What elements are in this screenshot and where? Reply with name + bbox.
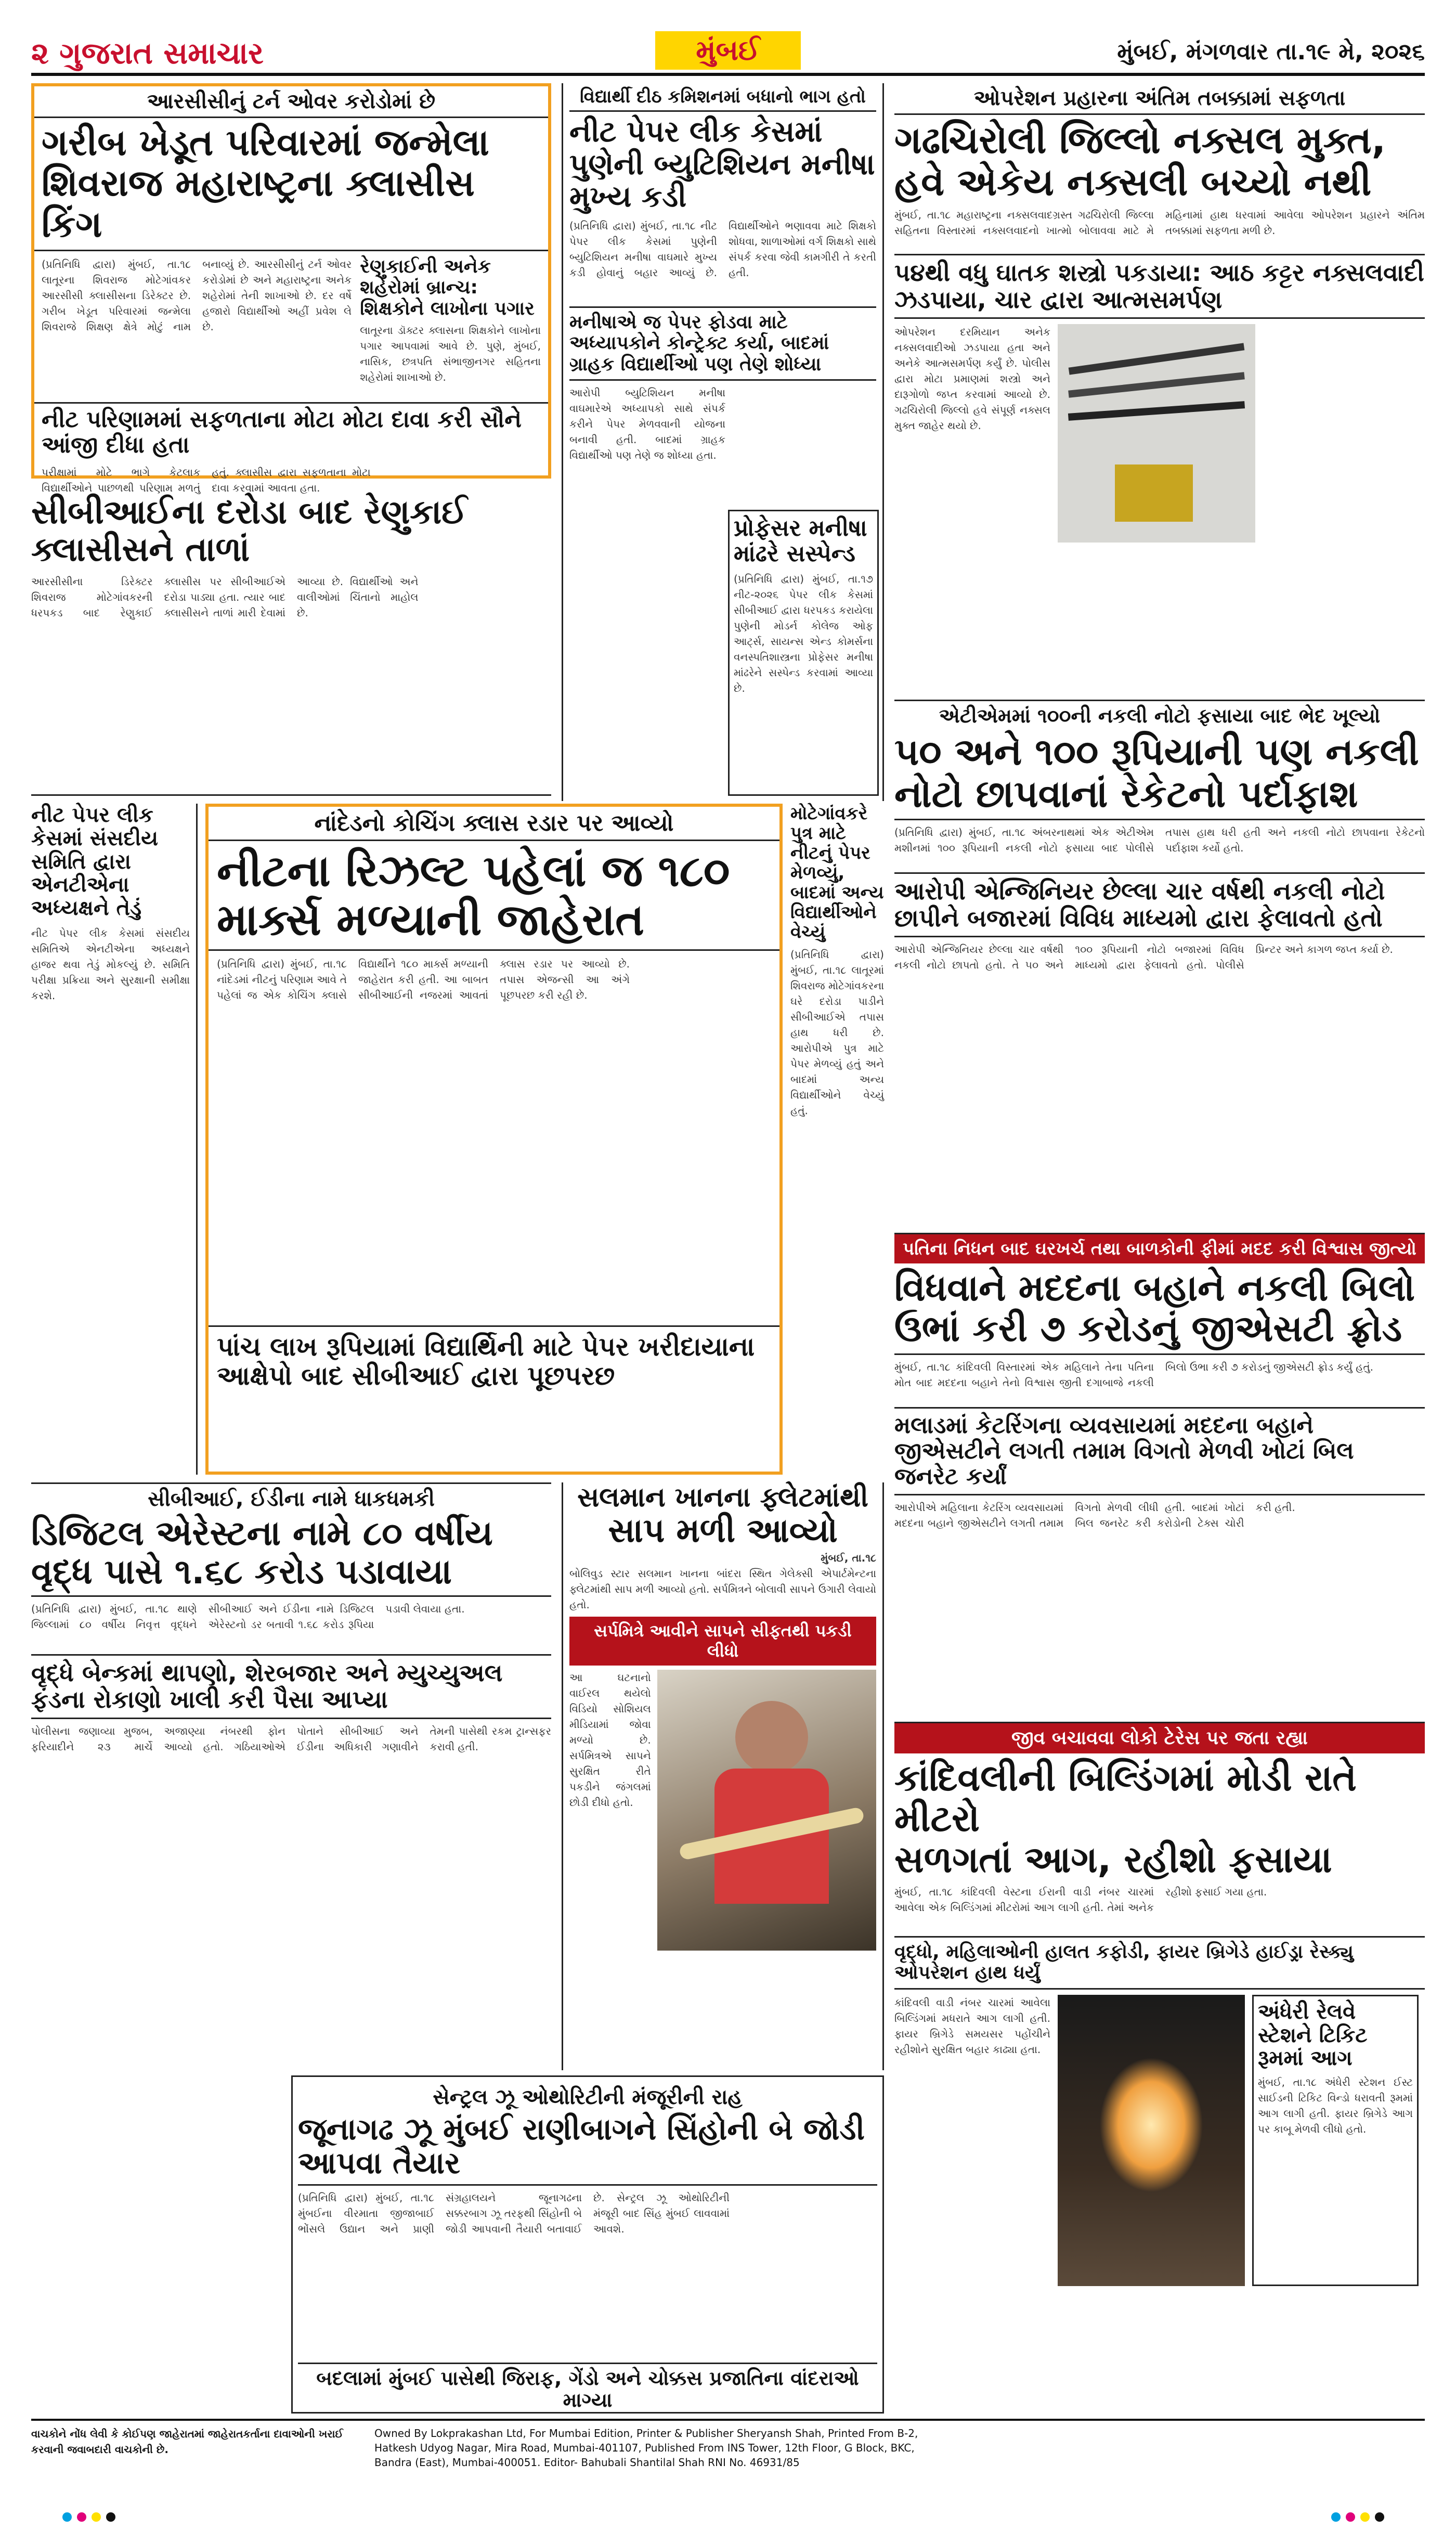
son-headline: મોટેગાંવકરે પુત્ર માટે નીટનું પેપર મેળવ્યું, બાદમાં અન્ય વિદ્યાર્થીઓને વેચ્યું	[790, 803, 884, 943]
renukai-story	[31, 489, 551, 796]
andheri-headline: અંધેરી રેલવે સ્ટેશને ટિકિટ રૂમમાં આગ	[1258, 1999, 1368, 2071]
seized-weapons-photo	[1058, 324, 1255, 543]
black-dot	[106, 2512, 115, 2522]
junagadh-body: (પ્રતિનિધિ દ્વારા) મુંબઈ, તા.૧૮ મુંબઈના વીરમાતા જીજાબાઈ ભોંસલે ઉદ્યાન અને પ્રાણી સંગ્રહાલયને જૂનાગઢના સક્કરબાગ ઝૂ તરફથી સિંહોની બે જોડી આપવાની તૈયારી બતાવાઈ છે. સેન્ટ્રલ ઝૂ ઓથોરિટીની મંજૂરી બાદ સિંહ મુંબઈ લાવવામાં આવશે.	[298, 2191, 730, 2235]
cbi-sub-head: વૃદ્ધે બેન્કમાં થાપણો, શેરબજાર અને મ્યુચ્યુઅલ ફંડના રોકાણો ખાલી કરી પૈસા આપ્યા	[31, 1654, 551, 1719]
footer-note: વાચકોને નોંધ લેવી કે કોઈપણ જાહેરાતમાં જાહેરાતકર્તાના દાવાઓની ખરાઈ કરવાની જવાબદારી વાચકોની છે.	[31, 2428, 343, 2456]
notes-headline-1: ૫૦ અને ૧૦૦ રૂપિયાની પણ નકલી	[894, 730, 1419, 773]
gadchiroli-headline-2: હવે એકેય નક્સલી બચ્યો નથી	[894, 160, 1372, 204]
professor-headline: પ્રોફેસર મનીષા માંઢરે સસ્પેન્ડ	[734, 515, 867, 567]
beautician-kicker: વિદ્યાર્થી દીઠ કમિશનમાં બધાનો ભાગ હતો	[569, 83, 876, 112]
gadchiroli-body: ઓપરેશન દરમિયાન અનેક નક્સલવાદીઓ ઝડપાયા હતા અને અનેકે આત્મસમર્પણ કર્યું છે. પોલીસ દ્વારા મોટા પ્રમાણમાં શસ્ત્રો અને દારૂગોળો જપ્ત કરવામાં આવ્યો છે. ગઢચિરોલી જિલ્લો હવે સંપૂર્ણ નક્સલ મુક્ત જાહેર થયો છે.	[894, 326, 1050, 432]
cbi-kicker: સીબીઆઈ, ઈડીના નામે ધાકધમકી	[148, 1487, 435, 1511]
nanded-headline-2: માર્ક્સ મળ્યાની જાહેરાત	[209, 895, 779, 951]
fire-headline-1: કાંદિવલીની બિલ્ડિંગમાં મોડી રાતે મીટરો	[894, 1757, 1357, 1840]
gadchiroli-sub-head: ૫૪થી વધુ ઘાતક શસ્ત્રો પકડાયા: આઠ કટ્ટર નક્સલવાદી ઝડપાયા, ચાર દ્વારા આત્મસમર્પણ	[894, 254, 1425, 319]
cbi-sub-body: પોલીસના જણાવ્યા મુજબ, ફરિયાદીને ૨૩ માર્ચે અજાણ્યા નંબરથી ફોન આવ્યો હતો. ગઠિયાઓએ પોતાને સીબીઆઈ અને ઈડીના અધિકારી ગણાવીને તેમની પાસેથી રકમ ટ્રાન્સફર કરાવી હતી.	[31, 1724, 551, 1753]
rcc-headline-2: શિવરાજ મહારાષ્ટ્રના ક્લાસીસ કિંગ	[34, 163, 548, 251]
registration-dots-right	[1331, 2512, 1389, 2523]
rcc-body: (પ્રતિનિધિ દ્વારા) મુંબઈ, તા.૧૮ લાતૂરના શિવરાજ મોટેગાંવકર આરસીસી ક્લાસીસના ડિરેક્ટર છે. ગરીબ ખેડૂત પરિવારમાં જન્મેલા શિવરાજે શિક્ષણ ક્ષેત્રે મોટું નામ બનાવ્યું છે. આરસીસીનું ટર્ન ઓવર કરોડોમાં છે અને મહારાષ્ટ્રના અનેક શહેરોમાં તેની શાખાઓ છે. દર વર્ષે હજારો વિદ્યાર્થીઓ અહીં પ્રવેશ લે છે.	[42, 258, 352, 333]
gadchiroli-kicker: ઓપરેશન પ્રહારના અંતિમ તબક્કામાં સફળતા	[894, 83, 1425, 115]
magenta-dot	[1346, 2512, 1355, 2522]
rcc-sidebar-head: રેણુકાઈની અનેક શહેરોમાં બ્રાન્ચ: શિક્ષકોને લાખોના પગાર	[360, 256, 535, 319]
nanded-body: (પ્રતિનિધિ દ્વારા) મુંબઈ, તા.૧૮ નાંદેડમાં નીટનું પરિણામ આવે તે પહેલાં જ એક કોચિંગ ક્લાસે વિદ્યાર્થીને ૧૮૦ માર્ક્સ મળ્યાની જાહેરાત કરી હતી. આ બાબત સીબીઆઈની નજરમાં આવતાં ક્લાસ રડાર પર આવ્યો છે. તપાસ એજન્સી આ અંગે પૂછપરછ કરી રહી છે.	[217, 958, 630, 1002]
fire-body: કાંદિવલી વાડી નંબર ચારમાં આવેલા બિલ્ડિંગમાં મધરાતે આગ લાગી હતી. ફાયર બ્રિગેડે સમયસર પહોંચીને રહીશોને સુરક્ષિત બહાર કાઢ્યા હતા.	[894, 1996, 1050, 2056]
son-story	[790, 804, 884, 1475]
cbi-headline-2: વૃદ્ધ પાસે ૧.૬૮ કરોડ પડાવાયા	[31, 1553, 551, 1597]
junagadh-band: બદલામાં મુંબઈ પાસેથી જિરાફ, ગેંડો અને ચોક્કસ પ્રજાતિના વાંદરાઓ માગ્યા	[298, 2363, 877, 2411]
salman-story	[562, 1482, 884, 2070]
gadchiroli-lede: મુંબઈ, તા.૧૮ મહારાષ્ટ્રના નક્સલવાદગ્રસ્ત ગઢચિરોલી જિલ્લા સહિતના વિસ્તારમાં નક્સલવાદનો ખાત્મો બોલાવવા માટે મે મહિનામાં હાથ ધરવામાં આવેલા ઓપરેશન પ્રહારને અંતિમ તબક્કામાં સફળતા મળી છે.	[894, 209, 1425, 237]
salman-snake-photo	[657, 1670, 876, 1951]
rcc-sub-head: નીટ પરિણામમાં સફળતાના મોટા મોટા દાવા કરી સૌને આંજી દીધા હતા	[34, 402, 548, 461]
renukai-body: આરસીસીના ડિરેક્ટર શિવરાજ મોટેગાંવકરની ધરપકડ બાદ રેણુકાઈ ક્લાસીસ પર સીબીઆઈએ દરોડા પાડ્યા હતા. ત્યાર બાદ ક્લાસીસને તાળાં મારી દેવામાં આવ્યા છે. વિદ્યાર્થીઓ અને વાલીઓમાં ચિંતાનો માહોલ છે.	[31, 575, 419, 620]
renukai-headline: સીબીઆઈના દરોડા બાદ રેણુકાઈ ક્લાસીસને તાળાં	[31, 493, 467, 569]
footer	[31, 2419, 1425, 2497]
cyan-dot	[62, 2512, 72, 2522]
fire-band: વૃદ્ધો, મહિલાઓની હાલત કફોડી, ફાયર બ્રિગેડે હાઈડ્રા રેસ્ક્યુ ઓપરેશન હાથ ધર્યું	[894, 1936, 1425, 1990]
fire-story	[894, 1722, 1425, 2414]
rcc-kicker: આરસીસીનું ટર્ન ઓવર કરોડોમાં છે	[34, 86, 548, 118]
widow-body: આરોપીએ મહિલાના કેટરિંગ વ્યવસાયમાં મદદના બહાને જીએસટીને લગતી તમામ વિગતો મેળવી લીધી હતી. બાદમાં ખોટાં બિલ જનરેટ કરી કરોડોની ટેક્સ ચોરી કરી હતી.	[894, 1501, 1295, 1529]
notes-sub-head: આરોપી એન્જિનિયર છેલ્લા ચાર વર્ષથી નકલી નોટો છાપીને બજારમાં વિવિધ માધ્યમો દ્વારા ફેલાવતો હતો	[894, 872, 1425, 937]
fire-lede: મુંબઈ, તા.૧૮ કાંદિવલી વેસ્ટના ઈરાની વાડી નંબર ચારમાં આવેલા એક બિલ્ડિંગમાં મીટરોમાં આગ લાગી હતી. તેમાં અનેક રહીશો ફસાઈ ગયા હતા.	[894, 1886, 1267, 1914]
rcc-sub-body: પરીક્ષામાં મોટે ભાગે કેટલાક વિદ્યાર્થીઓને પાછળથી પરિણામ મળતું હતું. ક્લાસીસ દ્વારા સફળતાના મોટા દાવા કરવામાં આવતા હતા.	[42, 466, 371, 494]
beautician-sub-head: મનીષાએ જ પેપર ફોડવા માટે અધ્યાપકોને કોન્ટ્રેક્ટ કર્યા, બાદમાં ગ્રાહક વિદ્યાર્થીઓ પણ તેણે શોધ્યા	[569, 306, 876, 381]
rcc-story	[31, 83, 551, 494]
masthead-rule	[31, 73, 1425, 76]
fire-headline-2: સળગતાં આગ, રહીશો ફસાયા	[894, 1838, 1332, 1881]
junagadh-headline: જૂનાગઢ ઝૂ મુંબઈ રાણીબાગને સિંહોની બે જોડી આપવા તૈયાર	[298, 2112, 877, 2186]
cbi-story	[31, 1482, 551, 2070]
gadchiroli-body-2	[1263, 324, 1419, 543]
section-label: મુંબઈ	[655, 31, 801, 70]
rcc-headline-1: ગરીબ ખેડૂત પરિવારમાં જન્મેલા	[42, 121, 489, 164]
fire-photo	[1058, 1995, 1245, 2286]
yellow-dot	[1360, 2512, 1370, 2522]
widow-headline-1: વિધવાને મદદના બહાને નકલી બિલો	[894, 1267, 1415, 1309]
rcc-sidebar-body: લાતૂરના ડૉક્ટર ક્લાસના શિક્ષકોને લાખોના પગાર આપવામાં આવે છે. પુણે, મુંબઈ, નાસિક, છત્રપતિ સંભાજીનગર સહિતના શહેરોમાં શાખાઓ છે.	[360, 324, 541, 384]
parliament-body: નીટ પેપર લીક કેસમાં સંસદીય સમિતિએ એનટીએના અધ્યક્ષને હાજર થવા તેડું મોકલ્યું છે. સમિતિ પરીક્ષા પ્રક્રિયા અને સુરક્ષાની સમીક્ષા કરશે.	[31, 926, 190, 1002]
beautician-body: (પ્રતિનિધિ દ્વારા) મુંબઈ, તા.૧૮ નીટ પેપર લીક કેસમાં પુણેની બ્યુટિશિયન મનીષા વાઘમારે મુખ્ય કડી હોવાનું બહાર આવ્યું છે. વિદ્યાર્થીઓને ભણાવવા માટે શિક્ષકો શોધવા, શાળાઓમાં વર્ગ શિક્ષકો સાથે સંપર્ક કરવા જેવી કામગીરી તે કરતી હતી.	[569, 220, 876, 279]
notes-kicker: એટીએમમાં ૧૦૦ની નકલી નોટો ફસાયા બાદ ભેદ ખૂલ્યો	[939, 704, 1381, 727]
widow-sub-head: મલાડમાં કેટરિંગના વ્યવસાયમાં મદદના બહાને જીએસટીને લગતી તમામ વિગતો મેળવી ખોટાં બિલ જનરેટ કર્યાં	[894, 1407, 1425, 1495]
notes-headline-2: નોટો છાપવાનાં રેકેટનો પર્દાફાશ	[894, 773, 1425, 821]
nanded-band: પાંચ લાખ રૂપિયામાં વિદ્યાર્થિની માટે પેપર ખરીદાયાના આક્ષેપો બાદ સીબીઆઈ દ્વારા પૂછપરછ	[209, 1325, 779, 1396]
nanded-headline-1: નીટના રિઝલ્ટ પહેલાં જ ૧૮૦	[217, 845, 730, 896]
cbi-headline-1: ડિજિટલ એરેસ્ટના નામે ૮૦ વર્ષીય	[31, 1513, 493, 1553]
beautician-headline: નીટ પેપર લીક કેસમાં પુણેની બ્યુટિશિયન મનીષા મુખ્ય કડી	[569, 115, 875, 214]
salman-kicker: સલમાન ખાનના ફ્લેટમાંથી	[577, 1482, 868, 1513]
professor-body: (પ્રતિનિધિ દ્વારા) મુંબઈ, તા.૧૭ નીટ-૨૦૨૬ પેપર લીક કેસમાં સીબીઆઈ દ્વારા ધરપકડ કરાયેલા પુણેની મોડર્ન કોલેજ ઓફ આર્ટ્સ, સાયન્સ એન્ડ કોમર્સના વનસ્પતિશાસ્ત્રના પ્રોફેસર મનીષા માંઢરેને સસ્પેન્ડ કરવામાં આવ્યા છે.	[734, 572, 873, 694]
yellow-dot	[92, 2512, 101, 2522]
salman-dateline: મુંબઈ, તા.૧૮	[821, 1551, 876, 1564]
gadchiroli-headline-1: ગઢચિરોલી જિલ્લો નક્સલ મુક્ત,	[894, 118, 1386, 162]
son-body: (પ્રતિનિધિ દ્વારા) મુંબઈ, તા.૧૮ લાતૂરમાં શિવરાજ મોટેગાંવકરના ઘરે દરોડા પાડીને સીબીઆઈએ તપાસ હાથ ધરી છે. આરોપીએ પુત્ર માટે પેપર મેળવ્યું હતું અને બાદમાં અન્ય વિદ્યાર્થીઓને વેચ્યું હતું.	[790, 948, 884, 1117]
nanded-kicker: નાંદેડનો કોચિંગ ક્લાસ રડાર પર આવ્યો	[209, 807, 779, 841]
beautician-sub-body: આરોપી બ્યુટિશિયન મનીષા વાઘમારેએ અધ્યાપકો સાથે સંપર્ક કરીને પેપર મેળવવાની યોજના બનાવી હતી. બાદમાં ગ્રાહક વિદ્યાર્થીઓ પણ તેણે જ શોધ્યા હતા.	[569, 386, 725, 462]
parliament-headline: નીટ પેપર લીક કેસમાં સંસદીય સમિતિ દ્વારા એનટીએના અધ્યક્ષને તેડું	[31, 803, 158, 921]
cyan-dot	[1331, 2512, 1341, 2522]
notes-lede: (પ્રતિનિધિ દ્વારા) મુંબઈ, તા.૧૮ અંબરનાથમાં એક એટીએમ મશીનમાં ૧૦૦ રૂપિયાની નકલી નોટો ફસાયા બાદ પોલીસે તપાસ હાથ ધરી હતી અને નકલી નોટો છાપવાના રેકેટનો પર્દાફાશ કર્યો હતો.	[894, 826, 1425, 855]
andheri-box	[1252, 1995, 1419, 2286]
footer-imprint: Owned By Lokprakashan Ltd, For Mumbai Edition, Printer & Publisher Sheryansh Shah, Printed From B-2, Hatkesh Udyog Nagar, Mira Road, Mumbai-401107, Published From INS Tower, 12th Floor, G Block, BKC, Bandra (East), Mumbai-400051. Editor- Bahubali Shantilal Shah RNI No. 46931/85	[374, 2427, 918, 2469]
widow-headline-2: ઉભાં કરી ૭ કરોડનું જીએસટી ફ્રોડ	[894, 1308, 1425, 1354]
gadchiroli-story	[894, 83, 1425, 692]
salman-lede: બોલિવુડ સ્ટાર સલમાન ખાનના બાંદરા સ્થિત ગેલેક્સી એપાર્ટમેન્ટના ફ્લેટમાંથી સાપ મળી આવ્યો હતો. સર્પમિત્રને બોલાવી સાપને ઉગારી લેવાયો હતો.	[569, 1567, 876, 1611]
registration-dots-left	[62, 2512, 121, 2523]
dateline: મુંબઈ, મંગળવાર તા.૧૯ મે, ૨૦૨૬	[1117, 38, 1425, 65]
cbi-body: (પ્રતિનિધિ દ્વારા) મુંબઈ, તા.૧૮ થાણે જિલ્લામાં ૮૦ વર્ષીય નિવૃત્ત વૃદ્ધને સીબીઆઈ અને ઈડીના નામે ડિજિટલ એરેસ્ટનો ડર બતાવી ૧.૬૮ કરોડ રૂપિયા પડાવી લેવાયા હતા.	[31, 1602, 465, 1631]
junagadh-kicker: સેન્ટ્રલ ઝૂ ઓથોરિટીની મંજૂરીની રાહ	[433, 2085, 743, 2109]
widow-kicker: પતિના નિધન બાદ ઘરખર્ચ તથા બાળકોની ફીમાં મદદ કરી વિશ્વાસ જીત્યો	[894, 1234, 1425, 1263]
professor-story	[728, 510, 879, 796]
widow-story	[894, 1233, 1425, 1711]
notes-body: આરોપી એન્જિનિયર છેલ્લા ચાર વર્ષથી નકલી નોટો છાપતો હતો. તે ૫૦ અને ૧૦૦ રૂપિયાની નોટો બજારમાં વિવિધ માધ્યમો દ્વારા ફેલાવતો હતો. પોલીસે પ્રિન્ટર અને કાગળ જપ્ત કર્યા છે.	[894, 943, 1393, 972]
notes-story	[894, 700, 1425, 1225]
salman-body: આ ઘટનાનો વાઈરલ થયેલો વિડિયો સોશિયલ મીડિયામાં જોવા મળ્યો છે. સર્પમિત્રએ સાપને સુરક્ષિત રીતે પકડીને જંગલમાં છોડી દીધો હતો.	[569, 1671, 651, 1809]
nanded-story	[205, 804, 783, 1475]
masthead	[31, 31, 1425, 73]
parliament-story	[31, 804, 198, 1475]
salman-band: સર્પમિત્રે આવીને સાપને સીફતથી પકડી લીધો	[569, 1617, 876, 1666]
widow-lede: મુંબઈ, તા.૧૮ કાંદિવલી વિસ્તારમાં એક મહિલાને તેના પતિના મોત બાદ મદદના બહાને તેનો વિશ્વાસ જીતી દગાબાજે નકલી બિલો ઉભા કરી ૭ કરોડનું જીએસટી ફ્રોડ કર્યું હતું.	[894, 1360, 1373, 1389]
junagadh-story	[291, 2075, 884, 2414]
magenta-dot	[77, 2512, 86, 2522]
salman-headline: સાપ મળી આવ્યો	[608, 1512, 838, 1551]
fire-kicker: જીવ બચાવવા લોકો ટેરેસ પર જતા રહ્યા	[894, 1723, 1425, 1753]
black-dot	[1375, 2512, 1384, 2522]
paper-name: ૨ ગુજરાત સમાચાર	[31, 35, 264, 71]
andheri-body: મુંબઈ, તા.૧૮ અંધેરી સ્ટેશન ઈસ્ટ સાઈડની ટિકિટ વિન્ડો ધરાવતી રૂમમાં આગ લાગી હતી. ફાયર બ્રિગેડે આગ પર કાબૂ મેળવી લીધો હતો.	[1258, 2076, 1413, 2136]
